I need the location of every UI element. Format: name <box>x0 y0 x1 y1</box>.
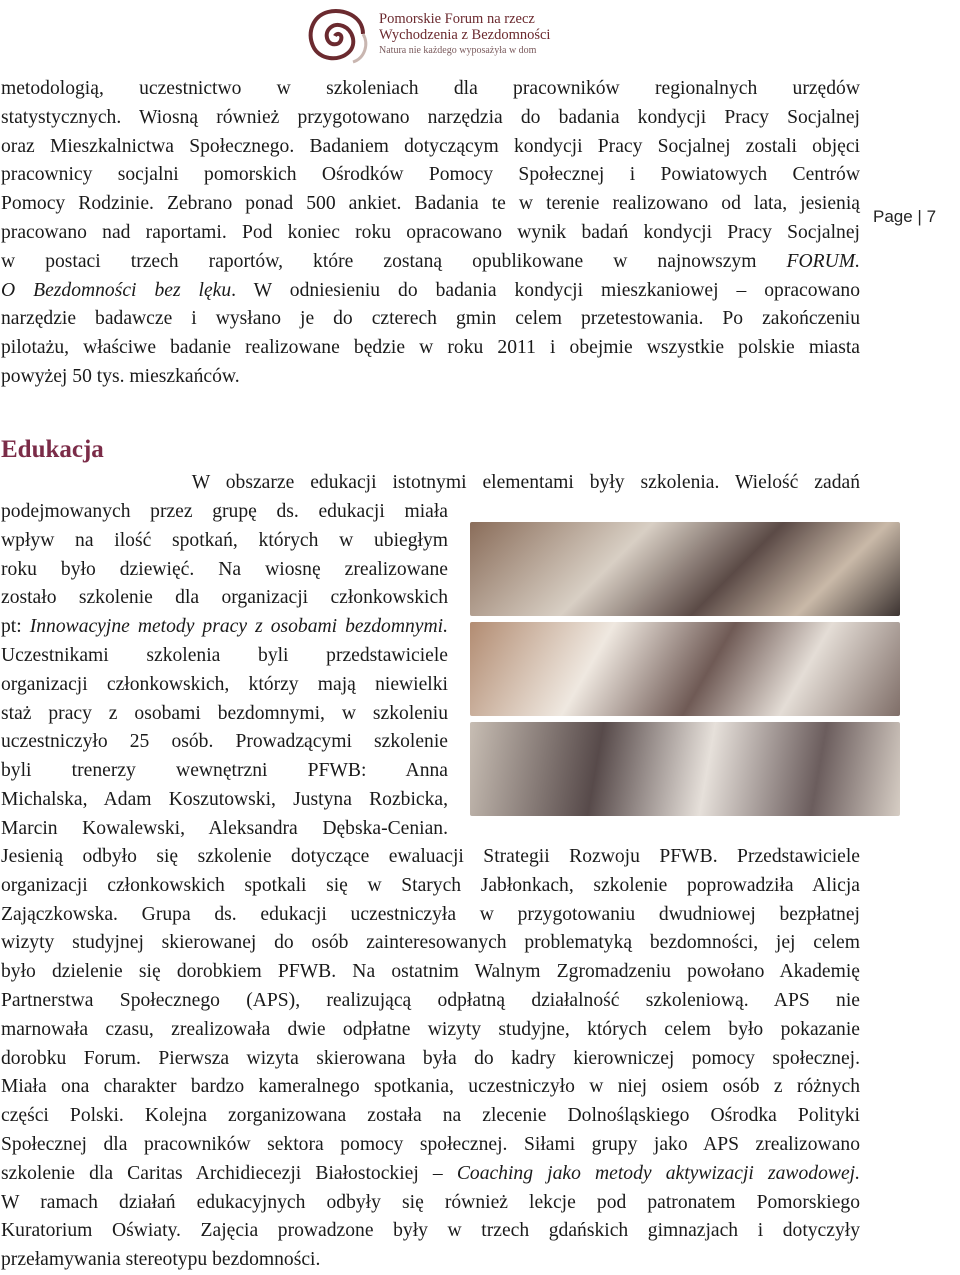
text-segment: statystycznych. Wiosną również przygotowano narzędzia do badania kondycji Pracy Socjalnej <box>1 106 860 128</box>
text-line <box>1 1131 860 1160</box>
text-segment: podejmowanych przez grupę ds. edukacji miała <box>1 501 448 522</box>
text-segment: roku było dziewięć. Na wiosnę zrealizowane <box>1 558 448 580</box>
header-logo <box>303 4 573 66</box>
text-segment: Michalska, Adam Koszutowski, Justyna Rozbicka, <box>1 788 448 810</box>
text-segment: organizacji członkowskich spotkali się w Starych Jabłonkach, szkolenie poprowadziła Alicja <box>1 874 860 896</box>
text-line <box>1 671 448 700</box>
paragraph-research <box>1 75 860 392</box>
text-segment: w postaci trzech raportów, które zostaną opublikowane w najnowszym <box>1 250 787 272</box>
text-line <box>1 786 448 815</box>
text-line <box>1 248 860 277</box>
org-tagline: Natura nie każdego wyposażyła w dom <box>379 45 537 56</box>
text-line <box>1 305 860 334</box>
text-line <box>1 75 860 104</box>
training-photo <box>470 722 900 816</box>
text-segment: marnowała czasu, zrealizowała dwie odpłatne wizyty studyjne, których celem było pokazanie <box>1 1018 860 1040</box>
text-segment: pilotażu, właściwe badanie realizowane będzie w roku 2011 i obejmie wszystkie polskie miasta <box>1 337 860 359</box>
text-segment: Uczestnikami szkolenia byli przedstawiciele <box>1 644 448 666</box>
text-segment: uczestniczyło 25 osób. Prowadzącymi szkolenie <box>1 731 448 753</box>
text-line <box>1 613 448 642</box>
text-line <box>1 901 860 930</box>
text-line <box>1 1189 860 1218</box>
text-line <box>1 133 860 162</box>
text-line <box>1 527 448 556</box>
text-line <box>1 277 860 306</box>
text-segment: W ramach działań edukacyjnych odbyły się również lekcje pod patronatem Pomorskiego <box>1 1191 860 1213</box>
text-line <box>1 1045 860 1074</box>
text-segment: staż pracy z osobami bezdomnymi, w szkoleniu <box>1 702 448 724</box>
text-segment: metodologią, uczestnictwo w szkoleniach dla pracowników regionalnych urzędów <box>1 78 860 99</box>
text-line <box>1 190 860 219</box>
text-line <box>1 642 448 671</box>
org-name-line1: Pomorskie Forum na rzecz <box>379 11 535 27</box>
text-segment: wizyty studyjnej skierowanej do osób zainteresowanych problematyką bezdomności, jej celem <box>1 932 860 954</box>
text-segment: szkolenie dla Caritas Archidiecezji Białostockiej – <box>1 1162 457 1184</box>
text-segment: byli trenerzy wewnętrzni PFWB: Anna <box>1 760 448 782</box>
training-photo-collage <box>470 522 900 816</box>
text-line <box>1 161 860 190</box>
text-line <box>1 104 860 133</box>
text-segment: Społecznej dla pracowników sektora pomocy społecznej. Siłami grupy jako APS zrealizowano <box>1 1133 860 1155</box>
text-line <box>1 987 860 1016</box>
text-segment: było dzielenie się dorobkiem PFWB. Na ostatnim Walnym Zgromadzeniu powołano Akademię <box>1 961 860 983</box>
snail-shell-logo-icon <box>303 4 373 66</box>
text-line <box>1 728 448 757</box>
text-segment: powyżej 50 tys. mieszkańców. <box>1 365 240 387</box>
section-heading-edukacja: Edukacja <box>1 436 104 463</box>
text-segment: zostało szkolenie dla organizacji członkowskich <box>1 587 448 609</box>
text-line <box>1 929 860 958</box>
italic-text: Coaching jako metody aktywizacji zawodowej. <box>456 1162 860 1184</box>
text-segment: oraz Mieszkalnictwa Społecznego. Badaniem dotyczącym kondycji Pracy Socjalnej zostali objęci <box>1 135 860 157</box>
italic-text: O Bezdomności bez lęku <box>1 279 232 301</box>
text-line <box>1 363 860 392</box>
text-segment: . W odniesieniu do badania kondycji mieszkaniowej – opracowano <box>231 279 860 301</box>
text-segment: przełamywania stereotypu bezdomności. <box>1 1249 321 1271</box>
text-line <box>1 498 448 527</box>
text-line <box>1 757 448 786</box>
text-line <box>1 1217 860 1246</box>
text-line <box>1 1102 860 1131</box>
text-line <box>1 1246 860 1275</box>
paragraph-education-rest <box>1 843 860 1275</box>
text-segment: Marcin Kowalewski, Aleksandra Dębska-Cenian. <box>1 817 448 839</box>
text-segment: pracowano nad raportami. Pod koniec roku opracowano wynik badań kondycji Pracy Socjalnej <box>1 221 860 243</box>
text-segment: Jesienią odbyło się szkolenie dotyczące ewaluacji Strategii Rozwoju PFWB. Przedstawiciele <box>1 846 860 867</box>
text-segment: W obszarze edukacji istotnymi elementami były szkolenia. Wielość zadań <box>1 472 860 493</box>
text-segment: organizacji członkowskich, którzy mają niewielki <box>1 673 448 695</box>
text-line <box>1 843 860 872</box>
text-line <box>1 556 448 585</box>
text-line <box>1 700 448 729</box>
text-line <box>1 815 448 844</box>
training-photo <box>470 622 900 716</box>
text-line <box>1 584 448 613</box>
italic-text: Innowacyjne metody pracy z osobami bezdomnymi. <box>29 616 448 638</box>
text-segment: pracownicy socjalni pomorskich Ośrodków Pomocy Społecznej i Powiatowych Centrów <box>1 164 860 186</box>
text-segment: pt: <box>1 616 30 638</box>
text-segment: Zajączkowska. Grupa ds. edukacji uczestniczyła w przygotowaniu dwudniowej bezpłatnej <box>1 903 860 925</box>
text-line <box>1 872 860 901</box>
text-line <box>1 1016 860 1045</box>
text-segment: wpływ na ilość spotkań, których w ubiegłym <box>1 529 448 551</box>
text-line <box>1 958 860 987</box>
org-name-line2: Wychodzenia z Bezdomności <box>379 27 551 43</box>
paragraph-education-intro <box>1 469 860 498</box>
text-line <box>1 469 860 498</box>
italic-text: FORUM. <box>786 250 860 272</box>
text-segment: Miała ona charakter bardzo kameralnego spotkania, uczestniczyło w niej osiem osób z różnych <box>1 1076 860 1098</box>
text-line <box>1 1160 860 1189</box>
text-line <box>1 219 860 248</box>
training-photo <box>470 522 900 616</box>
text-segment: Kuratorium Oświaty. Zajęcia prowadzone były w trzech gdańskich gimnazjach i dotyczyły <box>1 1220 860 1242</box>
paragraph-education-narrow <box>1 498 448 844</box>
text-segment: Pomocy Rodzinie. Zebrano ponad 500 ankiet. Badania te w terenie realizowano od lata, jesienią <box>1 193 860 215</box>
page-number: Page | 7 <box>873 207 937 226</box>
text-segment: części Polski. Kolejna zorganizowana została na zlecenie Dolnośląskiego Ośrodka Polityki <box>1 1105 860 1127</box>
text-line <box>1 334 860 363</box>
text-segment: narzędzie badawcze i wysłano je do czterech gmin celem przetestowania. Po zakończeniu <box>1 308 860 330</box>
text-segment: dorobku Forum. Pierwsza wizyta skierowana była do kadry kierowniczej pomocy społecznej. <box>1 1047 860 1069</box>
text-line <box>1 1073 860 1102</box>
text-segment: Partnerstwa Społecznego (APS), realizującą odpłatną działalność szkoleniową. APS nie <box>1 989 860 1011</box>
